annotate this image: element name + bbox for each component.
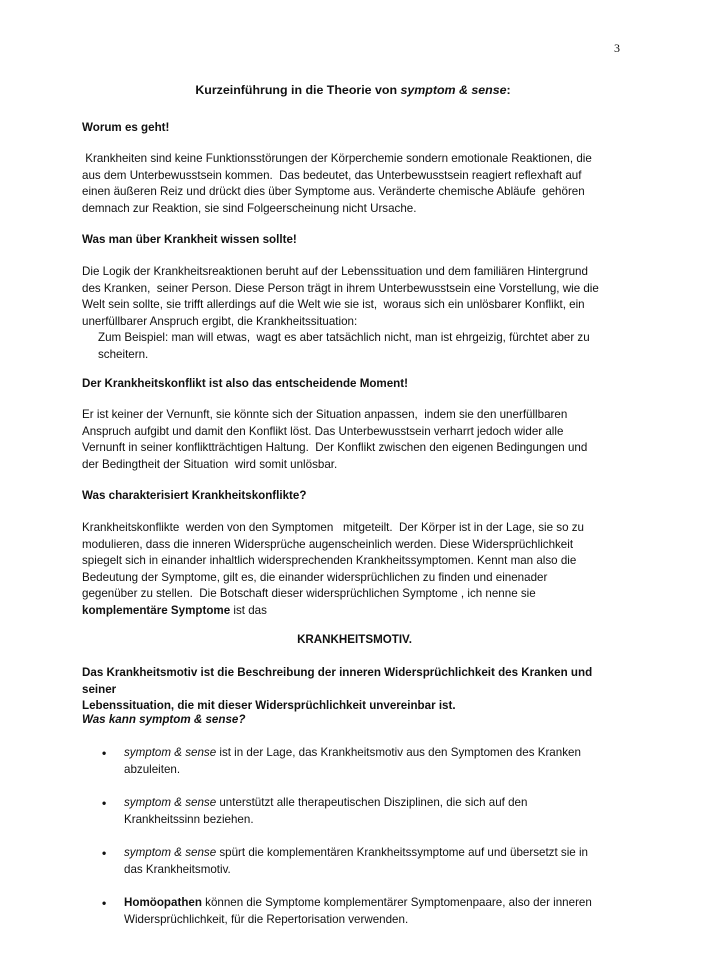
bullet-line1: ist in der Lage, das Krankheitsmotiv aus den Symptomen des Kranken [216,746,581,759]
paragraph-line: Krankheiten sind keine Funktionsstörungen der Körperchemie sondern emotionale Reaktionen, die [82,152,592,165]
section3-heading: Der Krankheitskonflikt ist also das entscheidende Moment! [82,377,408,390]
paragraph-line: Er ist keiner der Vernunft, sie könnte sich der Situation anpassen, indem sie den unerfüllbaren [82,408,568,421]
list-item [82,895,627,928]
section2-heading: Was man über Krankheit wissen sollte! [82,233,297,246]
bullet-icon: • [102,746,107,760]
title-prefix: Kurzeinführung in die Theorie von [195,83,401,97]
paragraph-line: Vernunft in seiner konfliktträchtigen Haltung. Der Konflikt zwischen den eigenen Bedingungen und [82,441,588,454]
complementary-symptoms-term: komplementäre Symptome [82,603,231,617]
paragraph-line: spiegelt sich in einander inhaltlich widersprechenden Krankheitssymptomen. Kennt man also die [82,554,577,567]
paragraph-line: modulieren, dass die inneren Widersprüche augenscheinlich werden. Diese Widersprüchlichkeit [82,537,574,551]
definition-line: Lebenssituation, die mit dieser Widersprüchlichkeit unvereinbar ist. [82,699,456,712]
title-suffix: : [506,83,511,97]
bullet-icon: • [102,896,107,910]
page-number: 3 [614,41,620,55]
bullet-line2: Krankheitssinn beziehen. [124,812,254,826]
paragraph-line: Anspruch aufgibt und damit den Konflikt löst. Das Unterbewusstsein verharrt jedoch wider alle [82,424,564,438]
title-brand: symptom & sense [400,83,507,97]
section3-paragraph [82,407,627,473]
paragraph-line: gegenüber zu stellen. Die Botschaft dieser widersprüchlichen Symptome , ich nenne sie [82,587,536,600]
section1-paragraph [82,151,627,217]
motiv-definition [82,665,627,715]
bullet-lead: symptom & sense [124,796,217,809]
paragraph-line: Krankheitskonflikte werden von den Symptomen mitgeteilt. Der Körper ist in der Lage, sie so zu [82,521,584,534]
paragraph-line [82,603,627,620]
paragraph-line: demnach zur Reaktion, sie sind Folgeerscheinung nicht Ursache. [82,201,417,215]
bullet-line1: spürt die komplementären Krankheitssymptome auf und übersetzt sie in [216,846,588,859]
bullet-text [124,795,627,828]
bullet-line2: abzuleiten. [124,762,181,776]
bullet-line1: können die Symptome komplementärer Symptomenpaare, also der inneren [201,896,592,909]
paragraph-line: unerfüllbarer Anspruch ergibt, die Krankheitssituation: [82,314,358,328]
motiv-heading: KRANKHEITSMOTIV. [297,633,412,646]
paragraph-line: der Bedingtheit der Situation wird somit unlösbar. [82,457,338,471]
definition-line: Das Krankheitsmotiv ist die Beschreibung der inneren Widersprüchlichkeit des Kranken und seiner [82,666,593,696]
example-line: Zum Beispiel: man will etwas, wagt es aber tatsächlich nicht, man ist ehrgeizig, fürchtet aber zu [98,331,590,344]
bullet-line1: unterstützt alle therapeutischen Disziplinen, die sich auf den [216,796,528,809]
paragraph-line: Bedeutung der Symptome, gilt es, die einander widersprüchlichen zu finden und einenader [82,570,548,584]
document-title [0,82,706,99]
section2-paragraph [82,264,627,363]
bullet-text [124,745,627,778]
bullet-lead: symptom & sense [124,846,217,859]
bullet-lead: symptom & sense [124,746,217,759]
bullet-icon: • [102,796,107,810]
bullet-icon: • [102,846,107,860]
section1-heading: Worum es geht! [82,121,170,134]
paragraph-line: einen äußeren Reiz und drückt dies über Symptome aus. Veränderte chemische Abläufe gehören [82,185,585,198]
section4-paragraph [82,520,627,619]
list-item [82,795,627,828]
list-item [82,745,627,778]
section4-heading: Was charakterisiert Krankheitskonflikte? [82,489,307,502]
section5-heading: Was kann symptom & sense? [82,713,246,726]
paragraph-line: Die Logik der Krankheitsreaktionen beruht auf der Lebenssituation und dem familiären Hintergrund [82,265,588,278]
bullet-line2: Widersprüchlichkeit, für die Repertorisation verwenden. [124,912,409,926]
paragraph-line: des Kranken, seiner Person. Diese Person trägt in ihrem Unterbewusstsein eine Vorstellung, wie die [82,281,599,295]
paragraph-line: aus dem Unterbewusstsein kommen. Das bedeutet, das Unterbewusstsein reagiert reflexhaft auf [82,168,582,182]
bullet-text [124,895,627,928]
bullet-lead: Homöopathen [124,896,202,909]
list-item [82,845,627,878]
bullet-text [124,845,627,878]
bullet-line2: das Krankheitsmotiv. [124,862,231,876]
paragraph-line: Welt sein sollte, sie trifft allerdings auf die Welt wie sie ist, woraus sich ein unlösbarer Konflikt, ein [82,298,585,311]
example-line: scheitern. [98,347,149,361]
line-rest: ist das [230,603,267,617]
